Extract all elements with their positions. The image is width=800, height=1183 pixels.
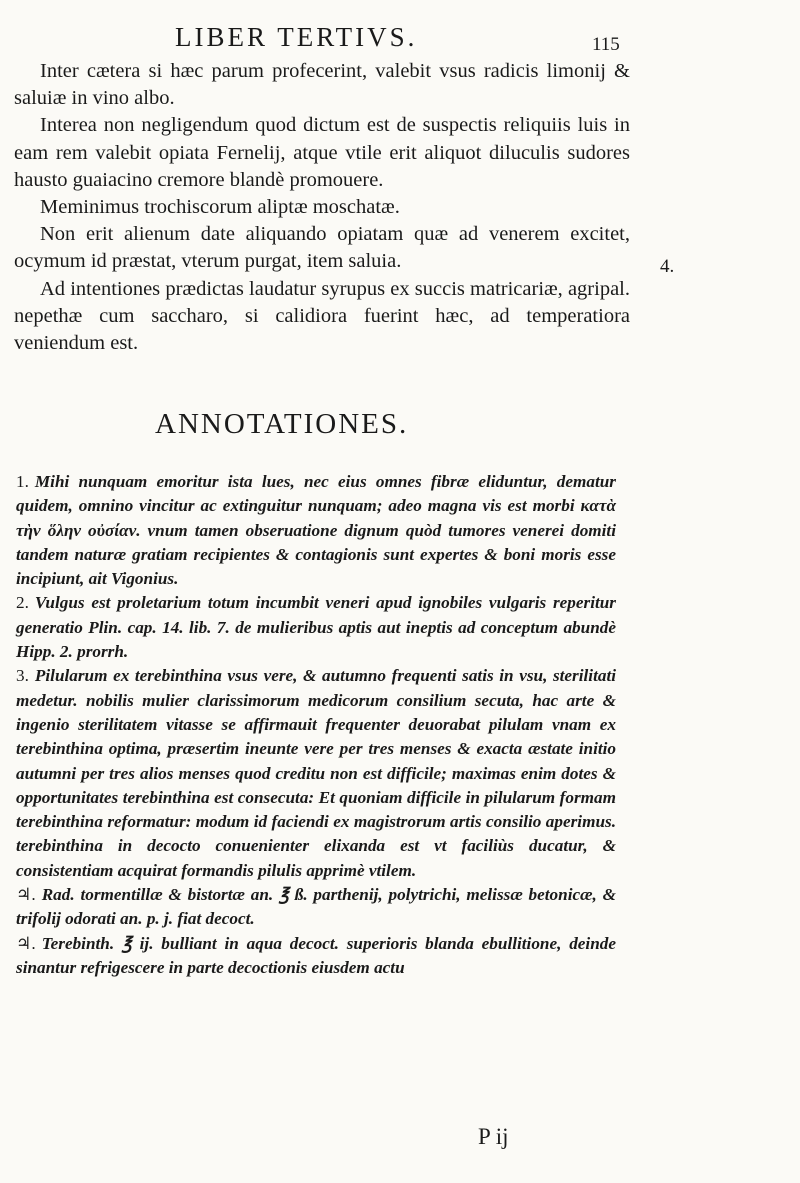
margin-note: 4. bbox=[660, 256, 675, 277]
annotation-text: Rad. tormentillæ & bistortæ an. ℥ ß. parthenij, polytrichi, melissæ betonicæ, & trifolij odorati an. p. j. fiat decoct. bbox=[16, 885, 616, 929]
annotation-number: 2. bbox=[16, 593, 29, 613]
signature-mark: P ij bbox=[478, 1124, 509, 1149]
annotation-item bbox=[16, 932, 616, 981]
paragraph: Meminimus trochiscorum aliptæ moschatæ. bbox=[40, 196, 400, 219]
annotation-item bbox=[16, 883, 616, 932]
annotation-text: Mihi nunquam emoritur ista lues, nec eius omnes fibræ eliduntur, dematur quidem, omnino vincitur ac extinguitur nunquam; adeo magna vis est morbi κατὰ τὴν ὅλην οὐσίαν. vnum tamen obseruatione dignum quòd tumores venerei domiti tandem naturæ gratiam recipientes & contagionis sunt expertes & boni moris esse incipiunt, ait Vigonius. bbox=[16, 472, 616, 589]
annotation-item bbox=[16, 591, 616, 664]
annotation-number: ♃. bbox=[16, 933, 36, 953]
annotation-item bbox=[16, 664, 616, 883]
paragraph: Interea non negligendum quod dictum est de suspectis reliquiis luis in eam rem valebit opiata Fernelij, atque vtile erit aliquot diluculis sudores hausto guaiacino cremore blandè promouere. bbox=[14, 114, 630, 191]
annotation-text: Vulgus est proletarium totum incumbit veneri apud ignobiles vulgaris reperitur generatio Plin. cap. 14. lib. 7. de mulieribus aptis aut ineptis ad conceptum abundè Hipp. 2. prorrh. bbox=[16, 593, 616, 662]
page-number: 115 bbox=[592, 34, 620, 55]
paragraph: Non erit alienum date aliquando opiatam quæ ad venerem excitet, ocymum id præstat, vterum purgat, item saluia. bbox=[14, 223, 630, 273]
section-heading: ANNOTATIONES. bbox=[155, 408, 409, 440]
annotation-text: Terebinth. ℥ ij. bulliant in aqua decoct. superioris blanda ebullitione, deinde sinantur refrigescere in parte decoctionis eiusdem actu bbox=[16, 933, 616, 977]
paragraph: Ad intentiones prædictas laudatur syrupus ex succis matricariæ, agripal. nepethæ cum saccharo, si calidiora fuerint hæc, ad temperatiora veniendum est. bbox=[14, 277, 630, 355]
annotation-number: ♃. bbox=[16, 885, 36, 905]
annotation-number: 3. bbox=[16, 666, 29, 686]
paragraph: Inter cætera si hæc parum profecerint, valebit vsus radicis limonij & saluiæ in vino albo. bbox=[14, 60, 630, 110]
annotation-number: 1. bbox=[16, 472, 29, 491]
annotation-text: Pilularum ex terebinthina vsus vere, & autumno frequenti satis in vsu, sterilitati medetur. nobilis mulier clarissimorum medicorum consilium secuta, hac arte & ingenio sterilitatem vitasse se affirmauit frequenter deuorabat pilulam vnam ex terebinthina optima, præsertim ineunte vere per tres menses & exacta æstate initio autumni per tres alios menses quod creditu non est difficile; maximas enim dotes & opportunitates terebinthina est consecuta: Et quoniam difficile in pilularum formam terebinthina reformatur: modum id faciendi ex magistrorum artis consilio aperimus. terebinthina in decocto conuenienter elixanda est vt faciliùs ducatur, & consistentiam acquirat formandis pilulis apprimè vtilem. bbox=[16, 666, 616, 880]
running-head: LIBER TERTIVS. bbox=[175, 22, 418, 52]
annotations-list bbox=[16, 470, 616, 980]
main-text bbox=[14, 58, 630, 357]
annotation-item bbox=[16, 470, 616, 591]
